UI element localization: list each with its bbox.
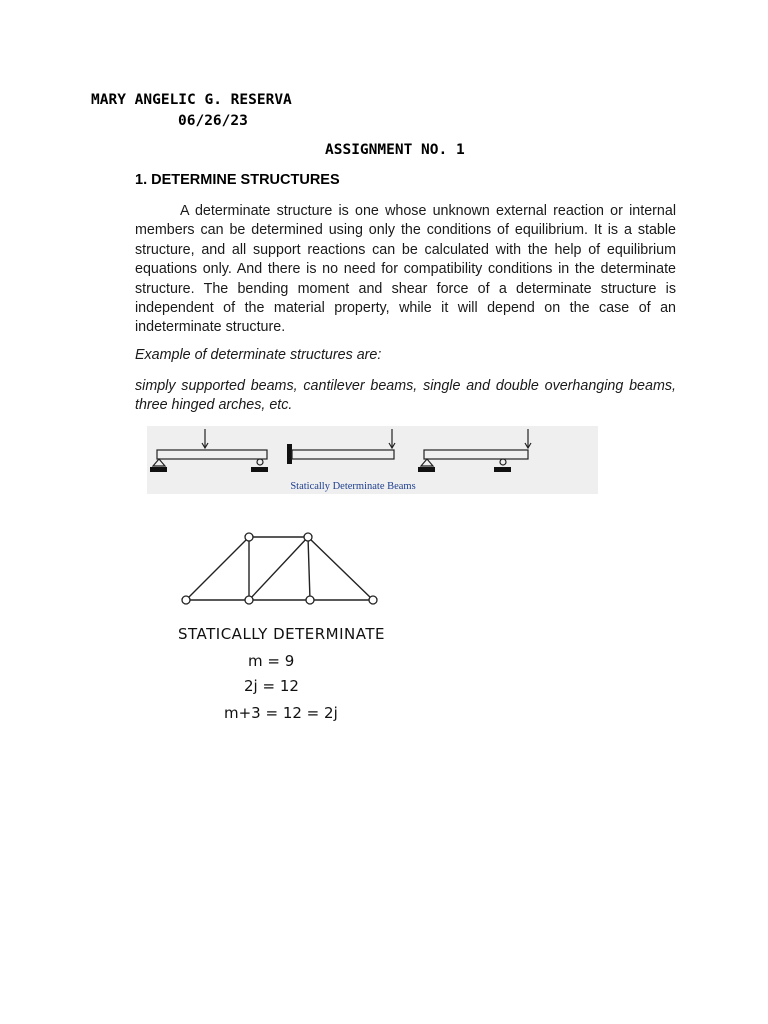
example-list: simply supported beams, cantilever beams, single and double overhanging beams, three hinged arches, etc. bbox=[135, 378, 676, 414]
truss-joints bbox=[182, 533, 377, 604]
truss-check-equation: m+3 = 12 = 2j bbox=[224, 704, 338, 722]
pin-support-icon bbox=[150, 467, 167, 472]
example-intro: Example of determinate structures are: bbox=[135, 347, 382, 363]
truss-joints-equation: 2j = 12 bbox=[244, 677, 299, 695]
body-paragraph-text: A determinate structure is one whose unknown external reaction or internal members can be determined using only the conditions of equilibrium. It is a stable structure, and all support reactions can be calculated with the help of equilibrium equations only. And there is no need for compatibility conditions in the determinate structure. The bending moment and shear force of a determinate structure is independent of the material property, while it will depend on the case of an indeterminate structure. bbox=[135, 203, 676, 336]
beams-caption: Statically Determinate Beams bbox=[290, 481, 416, 492]
body-paragraph bbox=[135, 202, 676, 338]
document-date: 06/26/23 bbox=[178, 113, 248, 129]
truss-members-equation: m = 9 bbox=[248, 652, 295, 670]
assignment-title: ASSIGNMENT NO. 1 bbox=[325, 142, 465, 158]
roller-support-icon bbox=[251, 467, 268, 472]
pin-support-icon bbox=[418, 467, 435, 472]
section-heading: 1. DETERMINE STRUCTURES bbox=[135, 172, 340, 188]
roller-support-icon bbox=[494, 467, 511, 472]
beams-figure bbox=[147, 426, 598, 494]
truss-members bbox=[186, 537, 373, 600]
truss-caption: STATICALLY DETERMINATE bbox=[178, 625, 386, 643]
fixed-support-icon bbox=[287, 444, 292, 464]
truss-figure bbox=[170, 520, 410, 735]
author-name: MARY ANGELIC G. RESERVA bbox=[91, 92, 292, 108]
